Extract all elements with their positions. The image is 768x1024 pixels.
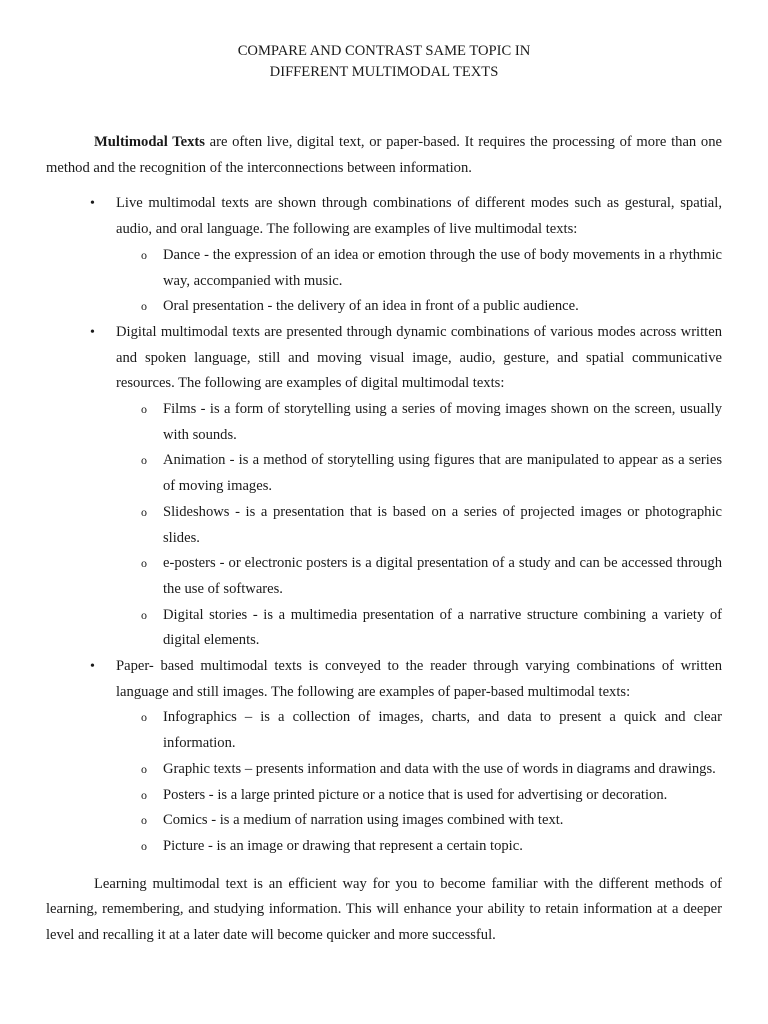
section-live [46,191,722,320]
section-text: Digital multimodal texts are presented through dynamic combinations of various modes across written and spoken language, still and moving visual image, audio, gesture, and spatial communicative resources. The following are examples of digital multimodal texts: [116,323,722,392]
circle-bullet-icon: o [141,761,147,776]
title-line-2: DIFFERENT MULTIMODAL TEXTS [269,64,499,80]
section-list [46,191,722,859]
list-item-text: Slideshows - is a presentation that is based on a series of projected images or photographic slides. [163,503,722,546]
list-item-text: Posters - is a large printed picture or a notice that is used for advertising or decoration. [163,786,668,803]
bullet-icon: • [90,659,95,675]
section-paper [46,654,722,860]
circle-bullet-icon: o [141,299,147,314]
list-item-text: Infographics – is a collection of images, charts, and data to present a quick and clear information. [163,709,722,752]
list-item [116,808,722,834]
list-item [116,294,722,320]
section-digital [46,320,722,654]
closing-paragraph: Learning multimodal text is an efficient way for you to become familiar with the different methods of learning, remembering, and studying information. This will enhance your ability to retain information at a deeper level and recalling it at a later date will become quicker and more successful. [46,875,722,944]
section-text: Paper- based multimodal texts is conveyed to the reader through varying combinations of written language and still images. The following are examples of paper-based multimodal texts: [116,658,722,700]
circle-bullet-icon: o [141,710,147,725]
circle-bullet-icon: o [141,402,147,417]
circle-bullet-icon: o [141,838,147,853]
list-item [116,705,722,756]
list-item-text: Oral presentation - the delivery of an idea in front of a public audience. [163,298,579,315]
section-text: Live multimodal texts are shown through combinations of different modes such as gestural, spatial, audio, and oral language. The following are examples of live multimodal texts: [116,195,722,238]
list-item [116,551,722,602]
list-item [116,448,722,499]
list-item-text: Picture - is an image or drawing that represent a certain topic. [163,837,523,854]
list-item-text: Graphic texts – presents information and data with the use of words in diagrams and drawings. [163,760,716,777]
document-title [46,41,722,83]
circle-bullet-icon: o [141,607,147,622]
list-item [116,757,722,783]
list-item [116,603,722,654]
list-item [116,397,722,448]
list-item [116,243,722,294]
circle-bullet-icon: o [141,556,147,571]
example-list [116,705,722,859]
list-item [116,500,722,551]
intro-lead: Multimodal Texts [94,134,205,150]
list-item-text: Dance - the expression of an idea or emotion through the use of body movements in a rhythmic way, accompanied with music. [163,246,722,289]
list-item-text: e-posters - or electronic posters is a digital presentation of a study and can be accessed through the use of softwares. [163,555,722,597]
circle-bullet-icon: o [141,787,147,802]
circle-bullet-icon: o [141,813,147,828]
list-item-text: Comics - is a medium of narration using images combined with text. [163,812,564,829]
list-item-text: Films - is a form of storytelling using a series of moving images shown on the screen, usually with sounds. [163,401,722,443]
circle-bullet-icon: o [141,504,147,519]
intro-paragraph [46,130,722,181]
circle-bullet-icon: o [141,453,147,468]
bullet-icon: • [90,196,95,212]
list-item-text: Animation - is a method of storytelling using figures that are manipulated to appear as a series of moving images. [163,452,722,495]
intro-text: are often live, digital text, or paper-based. It requires the processing of more than one method and the recognition of the interconnections between information. [46,134,722,176]
example-list [116,397,722,654]
list-item [116,783,722,809]
example-list [116,243,722,320]
list-item [116,834,722,860]
bullet-icon: • [90,324,95,340]
circle-bullet-icon: o [141,247,147,262]
title-line-1: COMPARE AND CONTRAST SAME TOPIC IN [237,43,531,59]
list-item-text: Digital stories - is a multimedia presentation of a narrative structure combining a variety of digital elements. [163,606,722,649]
